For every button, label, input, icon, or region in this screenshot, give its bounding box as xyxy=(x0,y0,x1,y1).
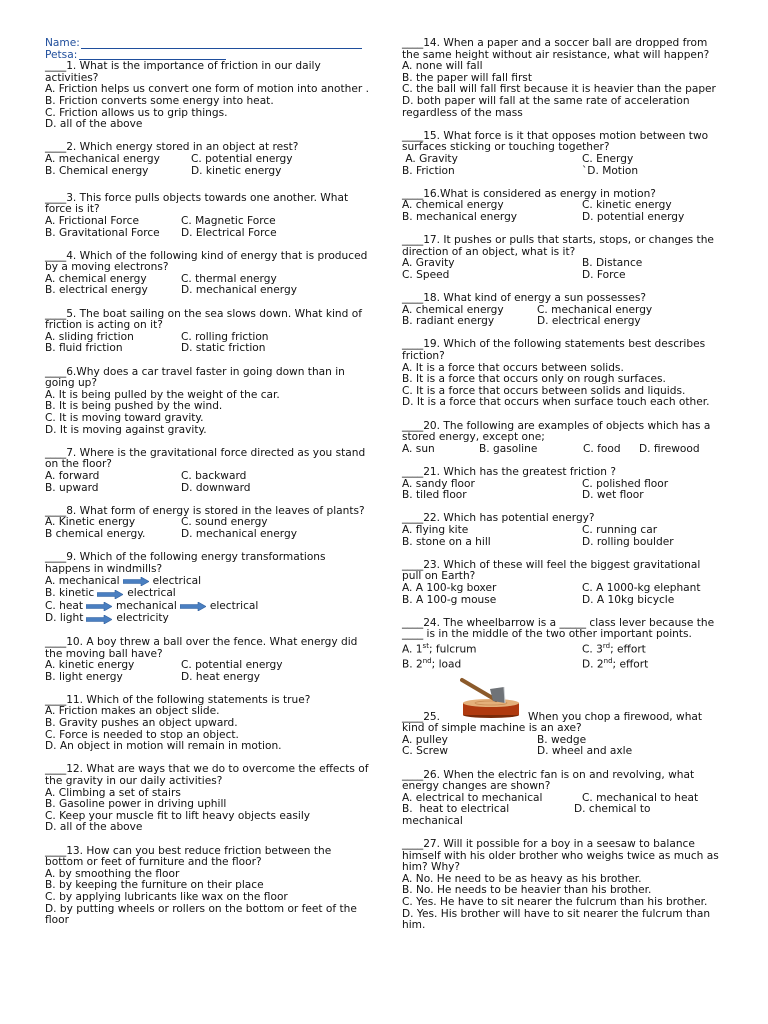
choice-b: B chemical energy. xyxy=(45,527,146,540)
choice-a-text: ; fulcrum xyxy=(428,643,477,656)
question-8 xyxy=(45,506,370,541)
choice-d xyxy=(45,613,370,626)
choice-c: C. Friction allows us to grip things. xyxy=(45,106,228,119)
question-text: ____18. What kind of energy a sun possesses? xyxy=(402,292,646,305)
choice-a: A. mechanical energy xyxy=(45,152,160,165)
question-21 xyxy=(402,467,722,502)
question-5 xyxy=(45,309,370,355)
choice-d: D. static friction xyxy=(181,342,266,355)
choice-a: A. pulley xyxy=(402,733,448,746)
choice-a-to: electrical xyxy=(152,574,202,587)
question-26 xyxy=(402,770,722,828)
question-text: ____12. What are ways that we do to overcome the effects of the gravity in our daily activities? xyxy=(45,763,369,788)
name-label: Name: xyxy=(45,37,80,49)
name-field[interactable] xyxy=(45,38,370,50)
choice-d: D. all of the above xyxy=(45,821,143,834)
choice-d: D. both paper will fall at the same rate of acceleration regardless of the mass xyxy=(402,94,690,119)
choice-c: C. food xyxy=(583,442,621,455)
question-text: ____9. Which of the following energy transformations happens in windmills? xyxy=(45,551,326,575)
question-text: ____1. What is the importance of friction in our daily activities? xyxy=(45,60,321,84)
choice-b: B. by keeping the furniture on their place xyxy=(45,879,264,892)
question-text: ____19. Which of the following statements best describes friction? xyxy=(402,338,706,363)
question-20 xyxy=(402,421,722,456)
choice-c: C. Magnetic Force xyxy=(181,214,276,227)
choice-a: A. Friction helps us convert one form of motion into another . xyxy=(45,83,369,96)
choice-b-from: B. kinetic xyxy=(45,587,95,600)
choice-b: B. Gasoline power in driving uphill xyxy=(45,798,227,811)
choice-b: B. gasoline xyxy=(479,442,538,455)
choice-b: B. upward xyxy=(45,481,99,494)
choice-d: D. wet floor xyxy=(582,489,644,502)
choices xyxy=(402,641,722,671)
choice-c: C. mechanical energy xyxy=(537,303,653,316)
choices xyxy=(402,154,722,177)
choice-b: B. fluid friction xyxy=(45,342,123,355)
choices xyxy=(402,583,722,606)
choices xyxy=(402,200,722,223)
choice-a: A. A 100-kg boxer xyxy=(402,581,497,594)
choice-a: A. Friction makes an object slide. xyxy=(45,705,220,718)
choice-a: A. by smoothing the floor xyxy=(45,867,180,880)
question-7 xyxy=(45,448,370,494)
date-field[interactable] xyxy=(45,50,370,62)
choice-b: B. heat to electrical xyxy=(402,803,510,816)
choice-c-from: C. heat xyxy=(45,599,84,612)
choice-c: C. backward xyxy=(181,469,247,482)
choice-b: B. It is a force that occurs only on rough surfaces. xyxy=(402,373,666,386)
choice-d: `D. Motion xyxy=(582,164,639,177)
choice-a: A. Gravity xyxy=(402,152,458,165)
question-text xyxy=(402,677,722,723)
choice-b-text: ; load xyxy=(431,658,462,671)
choice-c: C. potential energy xyxy=(181,659,283,672)
date-label: Petsa: xyxy=(45,48,78,61)
choice-a: A. Frictional Force xyxy=(45,214,139,227)
choice-c-to: electrical xyxy=(209,599,259,612)
question-23 xyxy=(402,560,722,606)
choice-b: B. Chemical energy xyxy=(45,164,149,177)
choices xyxy=(45,274,370,297)
choice-b: B. No. He needs to be heavier than his brother. xyxy=(402,884,652,897)
question-text: ____27. Will it possible for a boy in a seesaw to balance himself with his older brother who weighs twice as much as him? Why? xyxy=(402,838,719,874)
left-column xyxy=(45,38,370,927)
choices xyxy=(402,735,722,758)
question-25 xyxy=(402,677,722,758)
choice-b: B. electrical energy xyxy=(45,284,148,297)
question-text: ____6.Why does a car travel faster in going down than in going up? xyxy=(45,365,345,390)
choice-a: A. chemical energy xyxy=(402,303,504,316)
question-text-line-1: When you chop a firewood, what xyxy=(528,710,703,723)
question-text: ____22. Which has potential energy? xyxy=(402,512,595,525)
choice-b: B. mechanical energy xyxy=(402,210,518,223)
choice-b: B. radiant energy xyxy=(402,315,495,328)
question-text: ____15. What force is it that opposes motion between two surfaces sticking or touching together? xyxy=(402,129,709,154)
question-27 xyxy=(402,839,722,932)
choice-c: C. by applying lubricants like wax on the floor xyxy=(45,890,288,903)
question-14 xyxy=(402,38,722,119)
choice-c-num: C. 3 xyxy=(582,643,603,656)
choice-d: D. heat energy xyxy=(181,670,261,683)
choice-b-num: B. 2 xyxy=(402,658,423,671)
choice-a: A. It is a force that occurs between solids. xyxy=(402,361,624,374)
choice-d: D. chemical to xyxy=(574,803,651,816)
choice-d: D. An object in motion will remain in motion. xyxy=(45,740,282,753)
question-text: ____17. It pushes or pulls that starts, stops, or changes the direction of an object, what is it? xyxy=(402,234,714,258)
choice-d: D. mechanical energy xyxy=(181,284,297,297)
choice-b: B. Friction converts some energy into heat. xyxy=(45,94,274,107)
choice-a: A. Climbing a set of stairs xyxy=(45,786,181,799)
choices xyxy=(45,332,370,355)
question-19 xyxy=(402,339,722,409)
choice-c: C. Yes. He have to sit nearer the fulcrum than his brother. xyxy=(402,896,708,909)
choice-d: D. Yes. His brother will have to sit nearer the fulcrum than him. xyxy=(402,907,711,932)
choice-d-num: D. 2 xyxy=(582,658,604,671)
choice-b: B. Gravity pushes an object upward. xyxy=(45,717,238,730)
choice-a: A. electrical to mechanical xyxy=(402,791,543,804)
question-24 xyxy=(402,618,722,671)
choice-a: A. sandy floor xyxy=(402,477,475,490)
question-15 xyxy=(402,131,722,177)
choice-c xyxy=(45,600,370,613)
choice-b: B. stone on a hill xyxy=(402,535,491,548)
choice-b: B. light energy xyxy=(45,670,123,683)
question-text: ____11. Which of the following statements is true? xyxy=(45,693,311,706)
question-text: ____14. When a paper and a soccer ball are dropped from the same height without air resistance, what will happen? xyxy=(402,37,710,61)
axe-in-log-icon xyxy=(460,677,522,723)
choice-c: C. A 1000-kg elephant xyxy=(582,581,701,594)
choice-b: B. Distance xyxy=(582,257,643,270)
choice-b: B. the paper will fall first xyxy=(402,71,532,84)
choice-c-mid: mechanical xyxy=(116,599,177,612)
choices xyxy=(402,444,722,456)
question-12 xyxy=(45,764,370,834)
question-10 xyxy=(45,637,370,683)
choices xyxy=(45,216,370,239)
choice-c: C. polished floor xyxy=(582,477,669,490)
choice-a-num: A. 1 xyxy=(402,643,423,656)
choices xyxy=(402,258,722,281)
right-arrow-icon xyxy=(97,590,123,599)
choice-c: C. It is a force that occurs between solids and liquids. xyxy=(402,384,686,397)
question-3 xyxy=(45,193,370,239)
choices xyxy=(402,525,722,548)
choices xyxy=(45,154,370,177)
choice-d: D. mechanical energy xyxy=(181,527,297,540)
choice-d: D. It is moving against gravity. xyxy=(45,423,207,436)
right-arrow-icon xyxy=(86,602,112,611)
choice-c xyxy=(582,641,722,656)
right-column xyxy=(402,38,722,932)
choice-d: D. rolling boulder xyxy=(582,535,674,548)
choice-b: B. It is being pushed by the wind. xyxy=(45,400,223,413)
choice-b: B. Friction xyxy=(402,164,455,177)
question-text: ____5. The boat sailing on the sea slows down. What kind of friction is acting on it? xyxy=(45,307,362,332)
choice-a: A. Kinetic energy xyxy=(45,516,136,529)
choice-a: A. kinetic energy xyxy=(45,659,135,672)
question-text: ____2. Which energy stored in an object at rest? xyxy=(45,141,299,154)
choice-d: D. electrical energy xyxy=(537,315,641,328)
choice-d: D. potential energy xyxy=(582,210,685,223)
choice-c: C. potential energy xyxy=(191,152,293,165)
question-text: ____26. When the electric fan is on and revolving, what energy changes are shown? xyxy=(402,768,695,793)
choice-a xyxy=(402,641,582,656)
date-underline xyxy=(79,59,226,60)
right-arrow-icon xyxy=(86,615,112,624)
choice-c: C. running car xyxy=(582,523,658,536)
choice-c: C. Energy xyxy=(582,152,634,165)
choice-c: C. It is moving toward gravity. xyxy=(45,412,204,424)
choice-d-text: ; effort xyxy=(612,658,649,671)
choice-b: B. A 100-g mouse xyxy=(402,593,497,606)
name-underline xyxy=(81,48,362,49)
choices xyxy=(402,479,722,502)
choice-b xyxy=(402,656,582,671)
choice-d: D. by putting wheels or rollers on the bottom or feet of the floor xyxy=(45,902,357,927)
question-17 xyxy=(402,235,722,281)
question-13 xyxy=(45,846,370,927)
choice-a: A. sliding friction xyxy=(45,330,134,343)
choice-c-ordinal: rd xyxy=(602,641,611,650)
choice-c: C. the ball will fall first because it is heavier than the paper xyxy=(402,83,716,96)
choice-d: D. It is a force that occurs when surface touch each other. xyxy=(402,396,710,409)
choice-c-text: ; effort xyxy=(610,643,646,656)
question-18 xyxy=(402,293,722,328)
question-text: ____8. What form of energy is stored in the leaves of plants? xyxy=(45,504,365,517)
choice-a-ordinal: st xyxy=(422,641,429,650)
question-text: ____23. Which of these will feel the biggest gravitational pull on Earth? xyxy=(402,558,701,583)
question-4 xyxy=(45,251,370,297)
choice-d: D. firewood xyxy=(639,442,700,455)
question-text: ____4. Which of the following kind of energy that is produced by a moving electrons? xyxy=(45,249,368,274)
question-text-line-2: kind of simple machine is an axe? xyxy=(402,722,582,735)
choice-c: C. rolling friction xyxy=(181,330,269,343)
choice-d: D. A 10kg bicycle xyxy=(582,593,675,606)
choice-a: A. chemical energy xyxy=(45,272,147,285)
choice-c: C. Screw xyxy=(402,745,448,758)
choice-c: C. mechanical to heat xyxy=(582,791,699,804)
choice-c: C. kinetic energy xyxy=(582,199,672,212)
question-text: ____3. This force pulls objects towards one another. What force is it? xyxy=(45,191,349,216)
question-text: ____24. The wheelbarrow is a _____ class lever because the ____ is in the middle of the two other important points. xyxy=(402,616,715,641)
choice-b: B. Gravitational Force xyxy=(45,226,160,239)
choice-c: C. thermal energy xyxy=(181,272,277,285)
question-9 xyxy=(45,552,370,625)
choice-a: A. It is being pulled by the weight of the car. xyxy=(45,388,280,401)
choice-d: D. wheel and axle xyxy=(537,745,633,758)
choice-b-to: electrical xyxy=(127,587,176,600)
choice-c: C. Force is needed to stop an object. xyxy=(45,728,239,741)
choice-d: D. kinetic energy xyxy=(191,164,282,177)
question-text: ____13. How can you best reduce friction between the bottom or feet of furniture and the floor? xyxy=(45,844,332,869)
question-text: ____7. Where is the gravitational force directed as you stand on the floor? xyxy=(45,446,366,471)
choice-b: B. wedge xyxy=(537,733,587,746)
choice-b-ordinal: nd xyxy=(422,657,432,665)
answer-blank: ____25. xyxy=(402,710,441,723)
choice-a: A. forward xyxy=(45,469,100,482)
choice-d: D. Electrical Force xyxy=(181,226,277,239)
choice-a xyxy=(45,575,370,588)
choice-a: A. chemical energy xyxy=(402,199,504,212)
choice-c: C. Keep your muscle fit to lift heavy objects easily xyxy=(45,809,311,822)
choice-c: C. sound energy xyxy=(181,516,268,529)
question-6 xyxy=(45,367,370,437)
choice-d-to: electricity xyxy=(116,612,169,625)
choices xyxy=(45,471,370,494)
choice-a: A. sun xyxy=(402,442,435,455)
question-text: ____21. Which has the greatest friction ? xyxy=(402,465,616,478)
choice-a: A. Gravity xyxy=(402,257,455,270)
choice-a-from: A. mechanical xyxy=(45,574,120,587)
question-text: ____20. The following are examples of objects which has a stored energy, except one; xyxy=(402,419,711,444)
choices xyxy=(402,305,722,328)
question-text: ____10. A boy threw a ball over the fence. What energy did the moving ball have? xyxy=(45,635,358,660)
choice-b xyxy=(45,588,370,601)
choice-a: A. No. He need to be as heavy as his brother. xyxy=(402,872,642,885)
choice-d-continued: mechanical xyxy=(402,814,463,827)
question-22 xyxy=(402,513,722,548)
choice-d-from: D. light xyxy=(45,612,84,625)
choice-c: C. Speed xyxy=(402,268,450,281)
question-11 xyxy=(45,695,370,753)
choice-d-ordinal: nd xyxy=(603,657,613,665)
choice-d: D. downward xyxy=(181,481,251,494)
choice-d xyxy=(582,656,722,671)
question-2 xyxy=(45,142,370,177)
choice-b: B. tiled floor xyxy=(402,489,467,502)
choice-a: A. flying kite xyxy=(402,523,469,536)
right-arrow-icon xyxy=(180,602,206,611)
choice-d: D. Force xyxy=(582,268,626,281)
choices xyxy=(45,517,370,540)
choices xyxy=(45,660,370,683)
choice-d: D. all of the above xyxy=(45,118,143,131)
question-1 xyxy=(45,61,370,131)
right-arrow-icon xyxy=(123,577,149,586)
question-16 xyxy=(402,189,722,224)
choice-a: A. none will fall xyxy=(402,60,483,73)
question-text: ____16.What is considered as energy in motion? xyxy=(402,187,656,200)
